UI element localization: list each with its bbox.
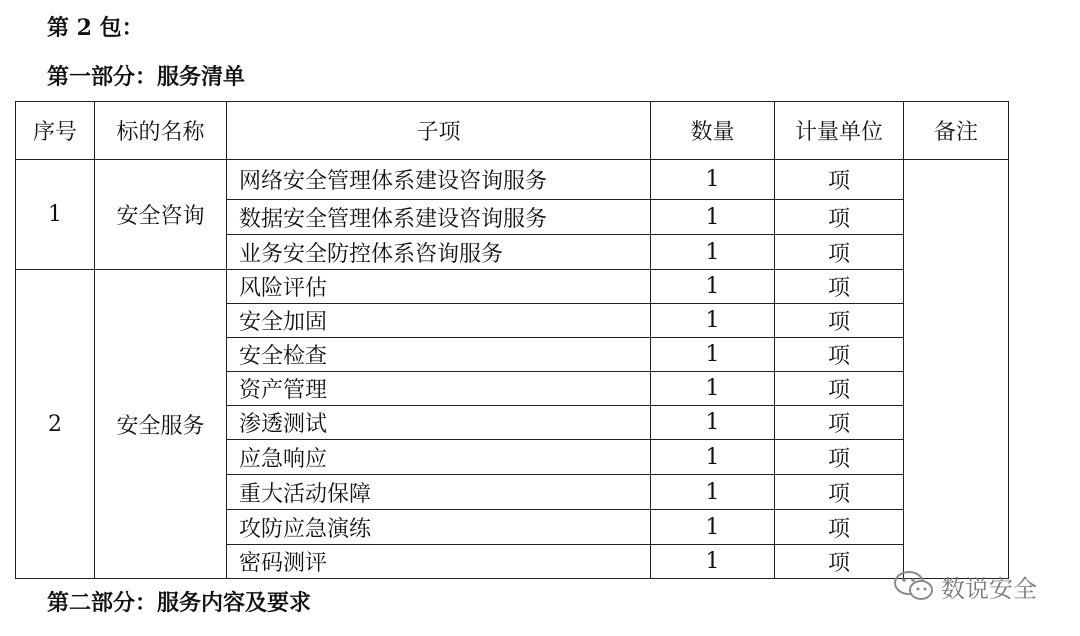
cell-quantity: 1	[651, 545, 775, 579]
cell-quantity: 1	[651, 440, 775, 475]
cell-sub-item: 重大活动保障	[227, 475, 651, 510]
watermark	[893, 568, 1037, 604]
cell-unit: 项	[775, 270, 904, 304]
cell-quantity: 1	[651, 160, 775, 200]
cell-quantity: 1	[651, 510, 775, 545]
cell-quantity: 1	[651, 372, 775, 406]
watermark-text: 数说安全	[941, 574, 1037, 603]
package-heading: 第 2 包：	[47, 15, 144, 41]
header-serial-no: 序号	[16, 102, 95, 160]
cell-sub-item: 安全检查	[227, 338, 651, 372]
cell-unit: 项	[775, 304, 904, 338]
cell-sub-item: 业务安全防控体系咨询服务	[227, 235, 651, 270]
cell-unit: 项	[775, 440, 904, 475]
header-quantity: 数量	[651, 102, 775, 160]
cell-serial-no: 1	[16, 160, 95, 270]
cell-quantity: 1	[651, 200, 775, 235]
wechat-icon	[893, 568, 935, 604]
cell-sub-item: 渗透测试	[227, 406, 651, 440]
cell-unit: 项	[775, 545, 904, 579]
cell-sub-item: 密码测评	[227, 545, 651, 579]
header-item-name: 标的名称	[95, 102, 227, 160]
cell-remark	[904, 160, 1009, 579]
table-header-row	[16, 102, 1009, 160]
cell-item-name: 安全服务	[95, 270, 227, 579]
section-heading-service-requirements: 第二部分：服务内容及要求	[47, 590, 312, 616]
table-row	[16, 160, 1009, 200]
cell-unit: 项	[775, 235, 904, 270]
cell-sub-item: 应急响应	[227, 440, 651, 475]
cell-sub-item: 数据安全管理体系建设咨询服务	[227, 200, 651, 235]
cell-sub-item: 安全加固	[227, 304, 651, 338]
cell-unit: 项	[775, 510, 904, 545]
cell-unit: 项	[775, 160, 904, 200]
cell-unit: 项	[775, 200, 904, 235]
cell-quantity: 1	[651, 235, 775, 270]
cell-sub-item: 资产管理	[227, 372, 651, 406]
header-remark: 备注	[904, 102, 1009, 160]
cell-serial-no: 2	[16, 270, 95, 579]
section-heading-service-list: 第一部分：服务清单	[47, 64, 246, 90]
cell-quantity: 1	[651, 270, 775, 304]
cell-unit: 项	[775, 372, 904, 406]
cell-item-name: 安全咨询	[95, 160, 227, 270]
cell-unit: 项	[775, 406, 904, 440]
service-list-table	[15, 101, 1009, 579]
cell-unit: 项	[775, 338, 904, 372]
cell-quantity: 1	[651, 406, 775, 440]
cell-quantity: 1	[651, 475, 775, 510]
table-row	[16, 270, 1009, 304]
cell-unit: 项	[775, 475, 904, 510]
cell-sub-item: 网络安全管理体系建设咨询服务	[227, 160, 651, 200]
cell-quantity: 1	[651, 304, 775, 338]
cell-sub-item: 风险评估	[227, 270, 651, 304]
header-sub-item: 子项	[227, 102, 651, 160]
cell-sub-item: 攻防应急演练	[227, 510, 651, 545]
header-unit: 计量单位	[775, 102, 904, 160]
cell-quantity: 1	[651, 338, 775, 372]
